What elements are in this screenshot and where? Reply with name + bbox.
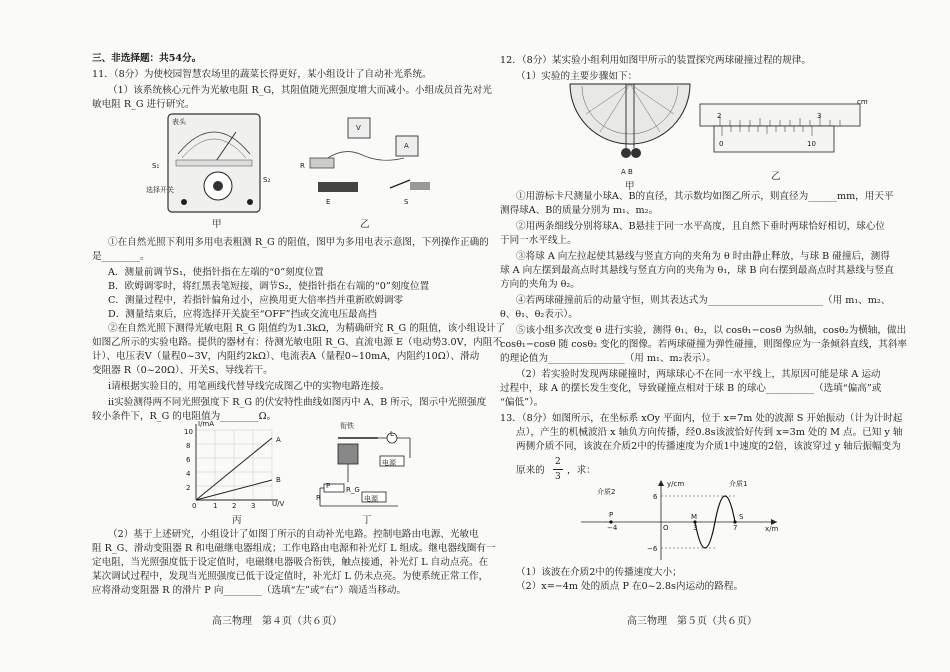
- tick-yneg6: −6: [647, 545, 658, 553]
- relay-rg-label: R_G: [346, 486, 360, 494]
- point-p: P: [609, 511, 614, 519]
- label-s2: S₂: [263, 176, 271, 184]
- label-e: E: [326, 198, 331, 206]
- label-panel: 表头: [172, 118, 186, 126]
- q12-step2-line1: ②用两条细线分别将球A、B悬挂于同一水平高度，且自然下垂时两球恰好相切，球心位: [516, 221, 885, 232]
- label-s1: S₁: [152, 162, 160, 170]
- graph-ytick-10: 10: [184, 428, 193, 436]
- iu-graph: [186, 424, 286, 508]
- graph-ytick-4: 4: [186, 470, 191, 478]
- left-page-footer: 高三物理 第４页（共６页）: [212, 616, 342, 627]
- graph-ytick-6: 6: [186, 456, 191, 464]
- medium1-label: 介质1: [729, 480, 748, 488]
- q11-step1-line2: 是________。: [92, 251, 150, 262]
- q11-p2-line2: 阻 R_G、滑动变阻器 R 和电磁继电器组成；工作电路由电源和补光灯 L 组成。继电器线圈有一: [92, 543, 496, 554]
- label-a: A: [404, 142, 409, 150]
- relay-coil-label: 衔铁: [340, 422, 354, 430]
- tick-y6: 6: [653, 493, 658, 501]
- q13-line2: 点），产生的机械波沿 x 轴负方向传播，经0.8s该波恰好传到 x=3m 处的 M 点。已知 y 轴: [516, 427, 903, 438]
- graph-xtick-1: 1: [213, 502, 218, 510]
- graph-ytick-2: 2: [186, 484, 191, 492]
- fig-jia-caption-right: 甲: [625, 181, 635, 192]
- q11-option-d: D．测量结束后，应将选择开关旋至“OFF”挡或交流电压最高挡: [108, 309, 377, 320]
- tick-xneg4: −4: [607, 524, 618, 532]
- q11-sub-ii-line2: 较小条件下，R_G 的电阻值为________Ω。: [92, 411, 277, 422]
- fig-ding-caption: 丁: [362, 515, 372, 526]
- tick-x7: 7: [733, 524, 738, 532]
- q12-p2-line2: 过程中，球 A 的摆长发生变化，导致碰撞点相对于球 B 的球心__________（选填“偏高”或: [500, 383, 882, 394]
- ruler-unit: cm: [857, 98, 868, 106]
- circuit-figure: [300, 116, 440, 212]
- relay-power2-label: 电源: [364, 495, 378, 503]
- fraction-denominator: 3: [555, 472, 561, 482]
- fraction-bar: [553, 469, 563, 470]
- graph-line-a: A: [276, 436, 281, 444]
- graph-xtick-3: 3: [251, 502, 256, 510]
- fig-bing-caption: 丙: [232, 515, 242, 526]
- section-title: 三、非选择题：共54分。: [92, 53, 202, 64]
- wave-y-label: y/cm: [667, 480, 685, 488]
- q13-line1: 13．（8分）如图所示，在坐标系 xOy 平面内，位于 x=7m 处的波源 S 开始振动（计为计时起: [500, 413, 903, 424]
- q13-last-prefix: 原来的: [516, 465, 545, 476]
- graph-line-b: B: [276, 476, 281, 484]
- q13-question1: （1）该波在介质2中的传播速度大小；: [516, 567, 682, 578]
- q11-p2-line5: 应将滑动变阻器 R 的滑片 P 向________（选填“左”或“右”）端适当移动。: [92, 585, 407, 596]
- q11-p2-line1: （2）基于上述研究，小组设计了如图丁所示的自动补光电路。控制电路由电源、光敏电: [108, 529, 479, 540]
- q12-step5-line3: 的理论值为________________（用 m₁、m₂表示）。: [500, 353, 717, 364]
- ruler-tick-3: 3: [817, 112, 822, 120]
- q12-step4-line1: ④若两球碰撞前后的动量守恒，则其表达式为________________________（用 m₁、m₂、: [516, 295, 891, 306]
- q13-question2: （2）x=−4m 处的质点 P 在0~2.8s内运动的路程。: [516, 581, 744, 592]
- graph-x-label: U/V: [272, 500, 285, 508]
- graph-xtick-2: 2: [232, 502, 237, 510]
- graph-y-label: I/mA: [198, 420, 215, 428]
- medium2-label: 介质2: [597, 488, 616, 496]
- q12-step5-line1: ⑤该小组多次改变 θ 进行实验，测得 θ₁、θ₂，以 cosθ₁−cosθ 为纵轴，cosθ₂为横轴，做出: [516, 325, 907, 336]
- relay-r-label: R: [316, 494, 321, 502]
- q11-step2-line1: ②在自然光照下测得光敏电阻 R_G 阻值约为1.3kΩ，为精确研究 R_G 的阻值，该小组设计了: [108, 323, 506, 334]
- graph-ytick-8: 8: [186, 442, 191, 450]
- q11-step1-line1: ①在自然光照下利用多用电表粗测 R_G 的阻值，图甲为多用电表示意图，下列操作正确的: [108, 237, 489, 248]
- q12-step2-line2: 于同一水平线上。: [500, 235, 577, 246]
- q11-option-b: B．欧姆调零时，将红黑表笔短接，调节S₂，使指针指在右端的“0”刻度位置: [108, 281, 430, 292]
- relay-l-label: L: [390, 430, 394, 438]
- q12-p2-line3: “偏低”）。: [500, 397, 544, 408]
- fig-yi-caption-right: 乙: [771, 171, 781, 182]
- relay-power1-label: 电源: [382, 459, 396, 467]
- right-page: [475, 0, 950, 672]
- right-page-footer: 高三物理 第５页（共６页）: [627, 616, 757, 627]
- fraction-numerator: 2: [555, 457, 561, 467]
- vernier-0: 0: [719, 140, 724, 148]
- q12-step3-line3: 方向的夹角为 θ₂。: [500, 279, 580, 290]
- q11-option-c: C．测量过程中，若指针偏角过小，应换用更大倍率挡并重新欧姆调零: [108, 295, 404, 306]
- q12-step1-line1: ①用游标卡尺测量小球A、B的直径，其示数均如图乙所示，则直径为______mm，用天平: [516, 191, 894, 202]
- q12-step1-line2: 测得球A、B的质量分别为 m₁、m₂。: [500, 205, 659, 216]
- q11-sub-ii-line1: ⅱ实验测得两不同光照强度下 R_G 的伏安特性曲线如图丙中 A、B 所示，图示中光照强度: [108, 397, 487, 408]
- relay-p-label: P: [326, 482, 331, 490]
- q11-step2-line3: 计）、电压表V（量程0~3V，内阻约2kΩ）、电流表A（量程0~10mA，内阻约10Ω）、滑动: [92, 351, 480, 362]
- q11-step2-line4: 变阻器 R（0~20Ω）、开关S、导线若干。: [92, 365, 273, 376]
- point-s: S: [739, 513, 744, 521]
- q12-step5-line2: cosθ₁−cosθ 随 cosθ₂ 变化的图像。若两球碰撞为弹性碰撞，则图像应为一条倾斜直线，其斜率: [500, 339, 908, 350]
- fig-jia-caption: 甲: [212, 219, 222, 230]
- q12-p2-line1: （2）若实验时发现两球碰撞时，两球球心不在同一水平线上，其原因可能是球 A 运动: [516, 369, 881, 380]
- q11-option-a: A．测量前调节S₁，使指针指在左端的“0”刻度位置: [108, 267, 324, 278]
- q11-p2-line4: 某次调试过程中，发现当光照强度已低于设定值时，补光灯 L 仍未点亮。为使系统正常工作，: [92, 571, 489, 582]
- q11-p1-line1: （1）该系统核心元件为光敏电阻 R_G，其阻值随光照强度增大而减小。小组成员首先对光: [108, 85, 492, 96]
- origin-o: O: [663, 524, 669, 532]
- q11-stem: 11．（8分）为使校园智慧农场里的蔬菜长得更好，某小组设计了自动补光系统。: [92, 69, 432, 80]
- q11-step2-line2: 如图乙所示的实验电路。提供的器材有：待测光敏电阻 R_G、直流电源 E（电动势3.0V，内阻不: [92, 337, 502, 348]
- q12-p1-title: （1）实验的主要步骤如下：: [516, 71, 638, 82]
- point-m: M: [691, 513, 698, 521]
- wave-x-label: x/m: [765, 525, 779, 533]
- q13-line3: 两侧介质不同，该波在介质2中的传播速度为介质1中速度的2倍，该波穿过 y 轴后振幅变为: [516, 441, 901, 452]
- q11-p1-line2: 敏电阻 R_G 进行研究。: [92, 99, 195, 110]
- q13-last-suffix: ，求：: [567, 465, 596, 476]
- ball-labels: A B: [621, 168, 633, 176]
- label-selector: 选择开关: [146, 186, 174, 194]
- fig-yi-caption: 乙: [360, 219, 370, 230]
- label-r: R: [300, 162, 305, 170]
- q12-stem: 12．（8分）某实验小组利用如图甲所示的装置探究两球碰撞过程的规律。: [500, 55, 811, 66]
- vernier-figure: [700, 100, 860, 156]
- q12-step4-line2: θ、θ₁、θ₂表示）。: [500, 309, 578, 320]
- q12-step3-line2: 球 A 向左摆到最高点时其悬线与竖直方向的夹角为 θ₁，球 B 向右摆到最高点时其悬线与竖直: [500, 265, 894, 276]
- q11-sub-i: ⅰ请根据实验目的，用笔画线代替导线完成图乙中的实物电路连接。: [108, 381, 390, 392]
- q12-step3-line1: ③将球 A 向左拉起使其悬线与竖直方向的夹角为 θ 时由静止释放，与球 B 碰撞后，测得: [516, 251, 890, 262]
- label-v: V: [356, 124, 361, 132]
- q11-p2-line3: 定电阻，当光照强度低于设定值时，电磁继电器吸合衔铁，触点接通，补光灯 L 自动点亮。在: [92, 557, 489, 568]
- label-s: S: [404, 198, 409, 206]
- pendulum-figure: [570, 84, 690, 166]
- ruler-tick-2: 2: [717, 112, 722, 120]
- vernier-10: 10: [807, 140, 816, 148]
- tick-x3: 3: [693, 524, 698, 532]
- graph-xtick-0: 0: [192, 502, 197, 510]
- multimeter-figure: [168, 114, 271, 214]
